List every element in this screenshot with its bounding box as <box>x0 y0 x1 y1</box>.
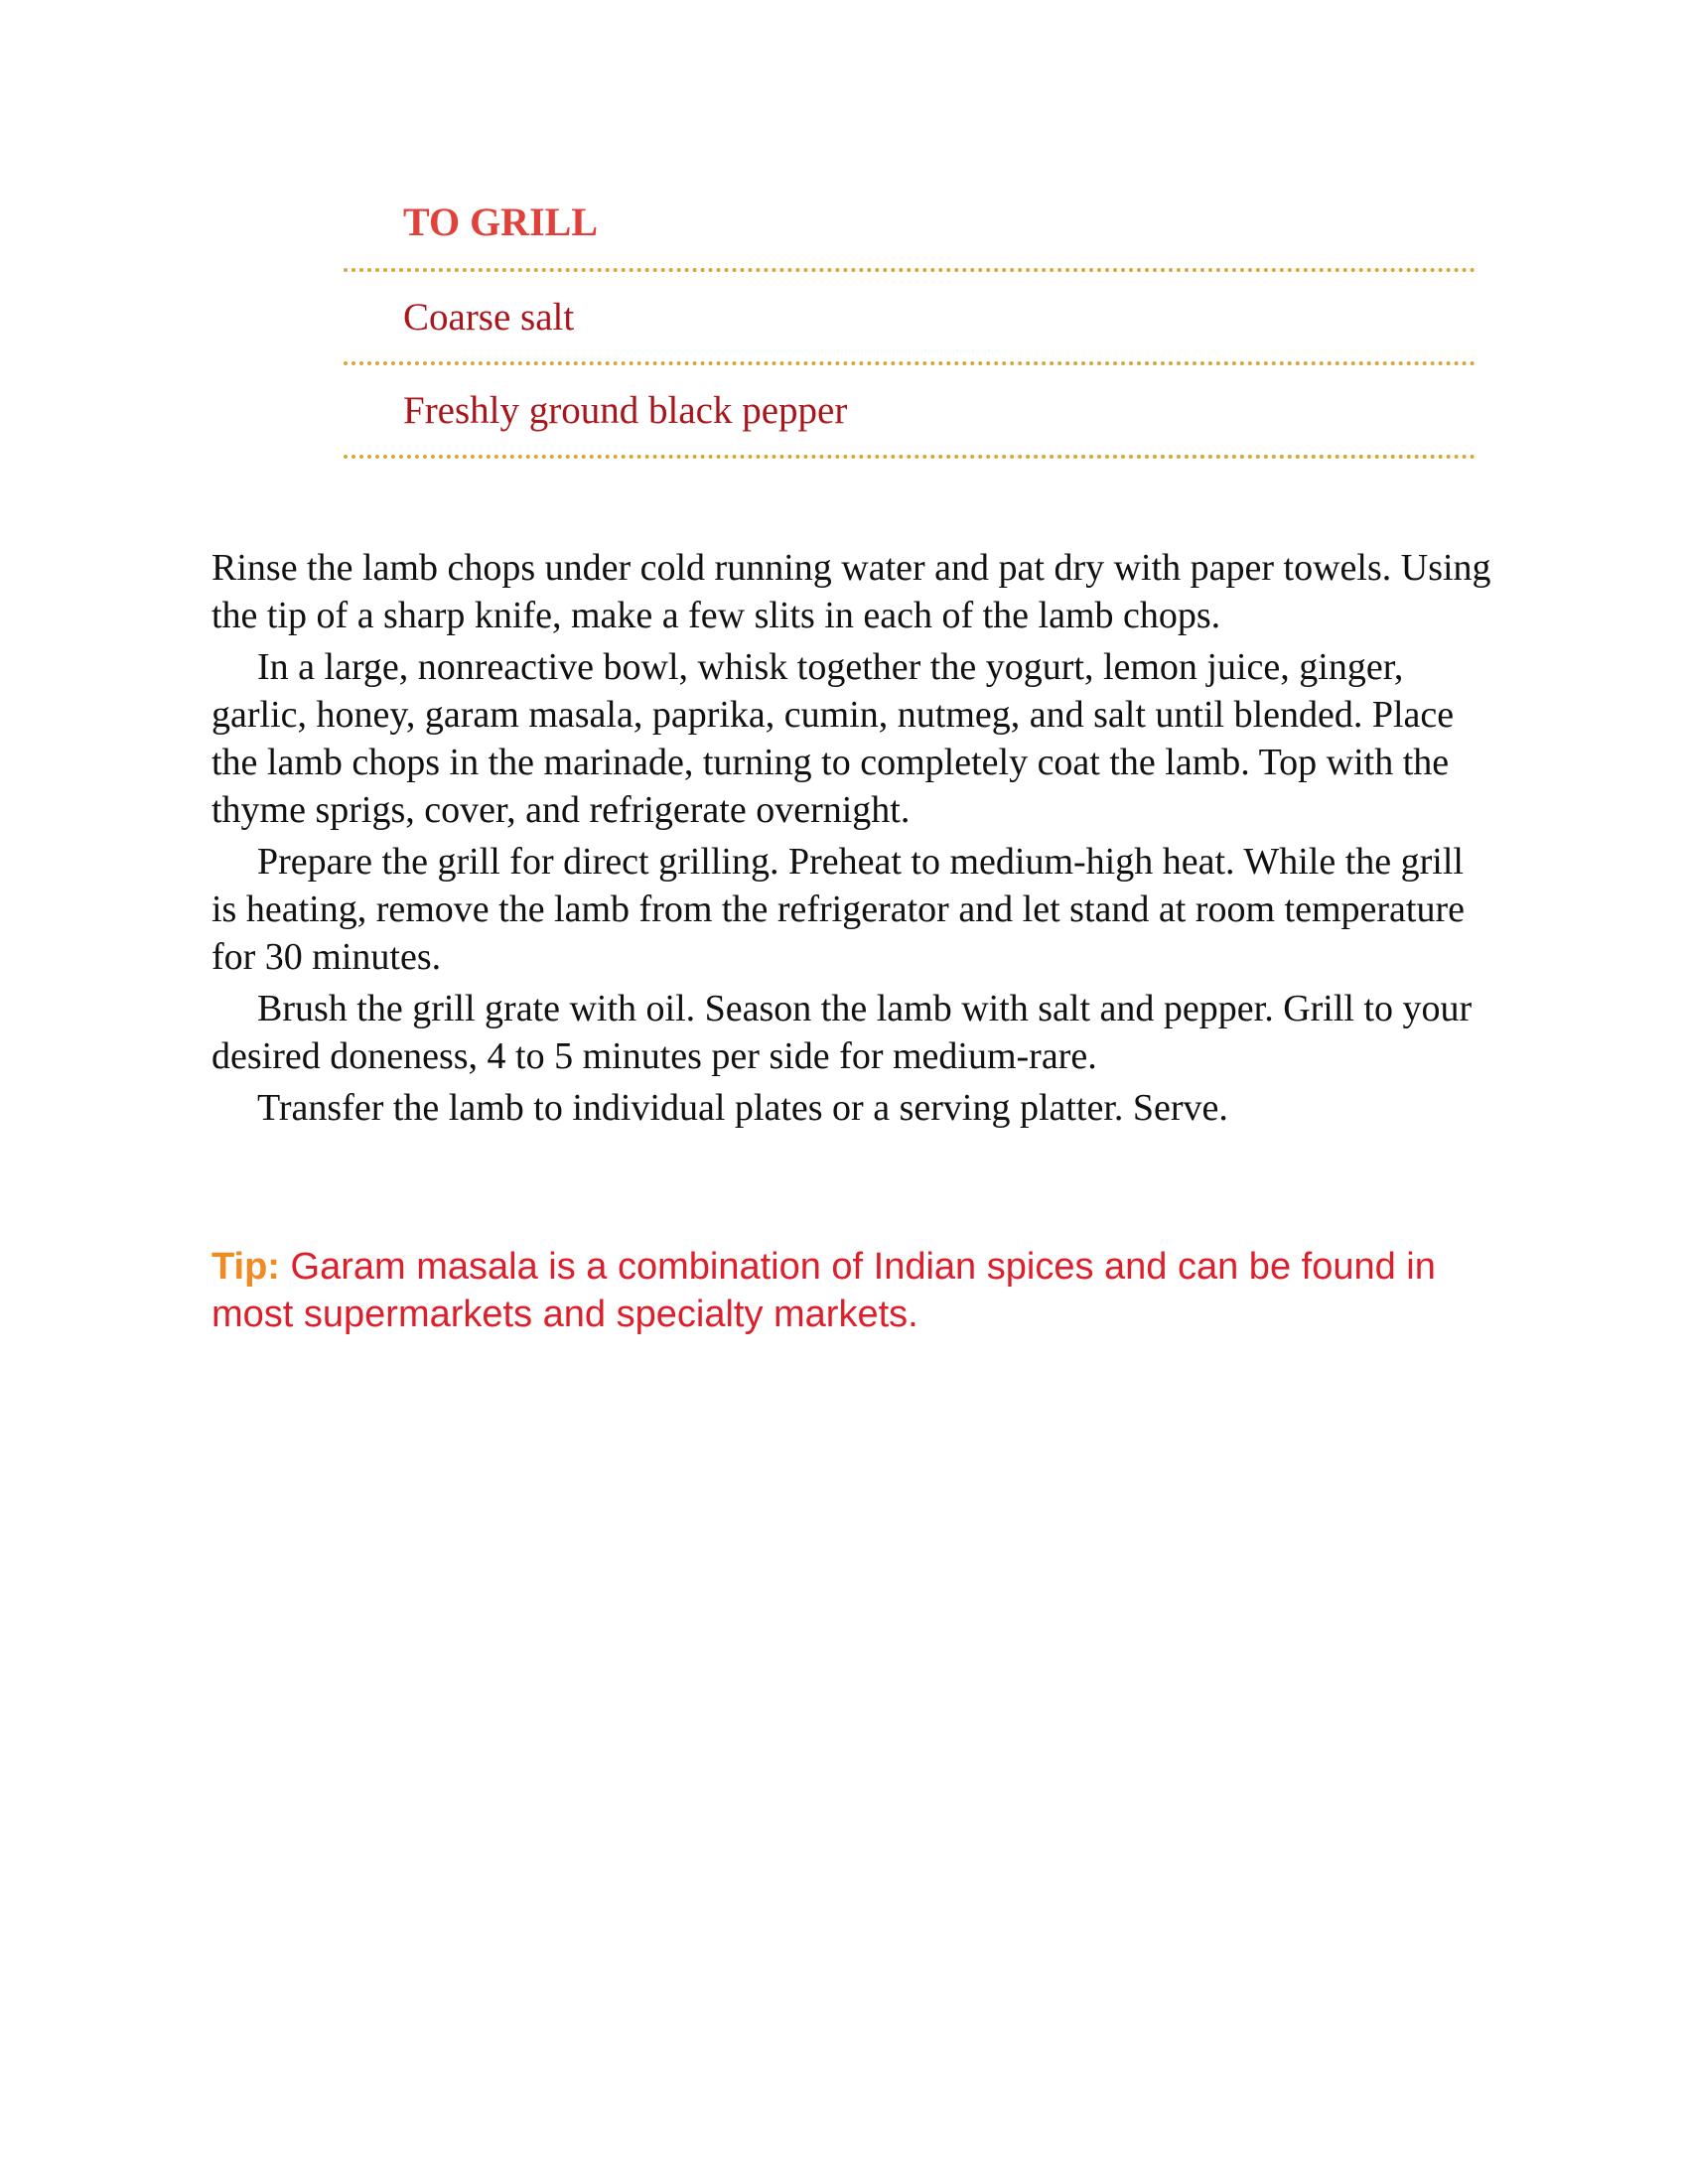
tip-label: Tip: <box>211 1246 280 1288</box>
ingredient-list <box>344 268 1476 459</box>
tip-text: Garam masala is a combination of Indian spices and can be found in most supermarkets and specialty markets. <box>211 1246 1436 1335</box>
ingredient-section <box>344 191 1476 459</box>
method-paragraph: Transfer the lamb to individual plates or a serving platter. Serve. <box>257 1087 1228 1129</box>
method-paragraph: Rinse the lamb chops under cold running water and pat dry with paper towels. Using the tip of a sharp knife, make a few slits in each of the lamb chops. <box>211 547 1491 636</box>
ingredient-item: Freshly ground black pepper <box>344 365 1476 459</box>
method-paragraph: Brush the grill grate with oil. Season the lamb with salt and pepper. Grill to your desired doneness, 4 to 5 minutes per side for medium-rare. <box>211 988 1473 1077</box>
ingredient-item: Coarse salt <box>344 272 1476 365</box>
method-text <box>211 544 1492 1136</box>
method-paragraph: In a large, nonreactive bowl, whisk together the yogurt, lemon juice, ginger, garlic, honey, garam masala, paprika, cumin, nutmeg, and salt until blended. Place the lamb chops in the marinade, turning to completely coat the lamb. Top with the thyme sprigs, cover, and refrigerate overnight. <box>211 646 1455 831</box>
section-heading: TO GRILL <box>403 200 598 244</box>
tip-note <box>211 1243 1492 1338</box>
method-paragraph: Prepare the grill for direct grilling. Preheat to medium-high heat. While the grill is heating, remove the lamb from the refrigerator and let stand at room temperature for 30 minutes. <box>211 841 1465 978</box>
